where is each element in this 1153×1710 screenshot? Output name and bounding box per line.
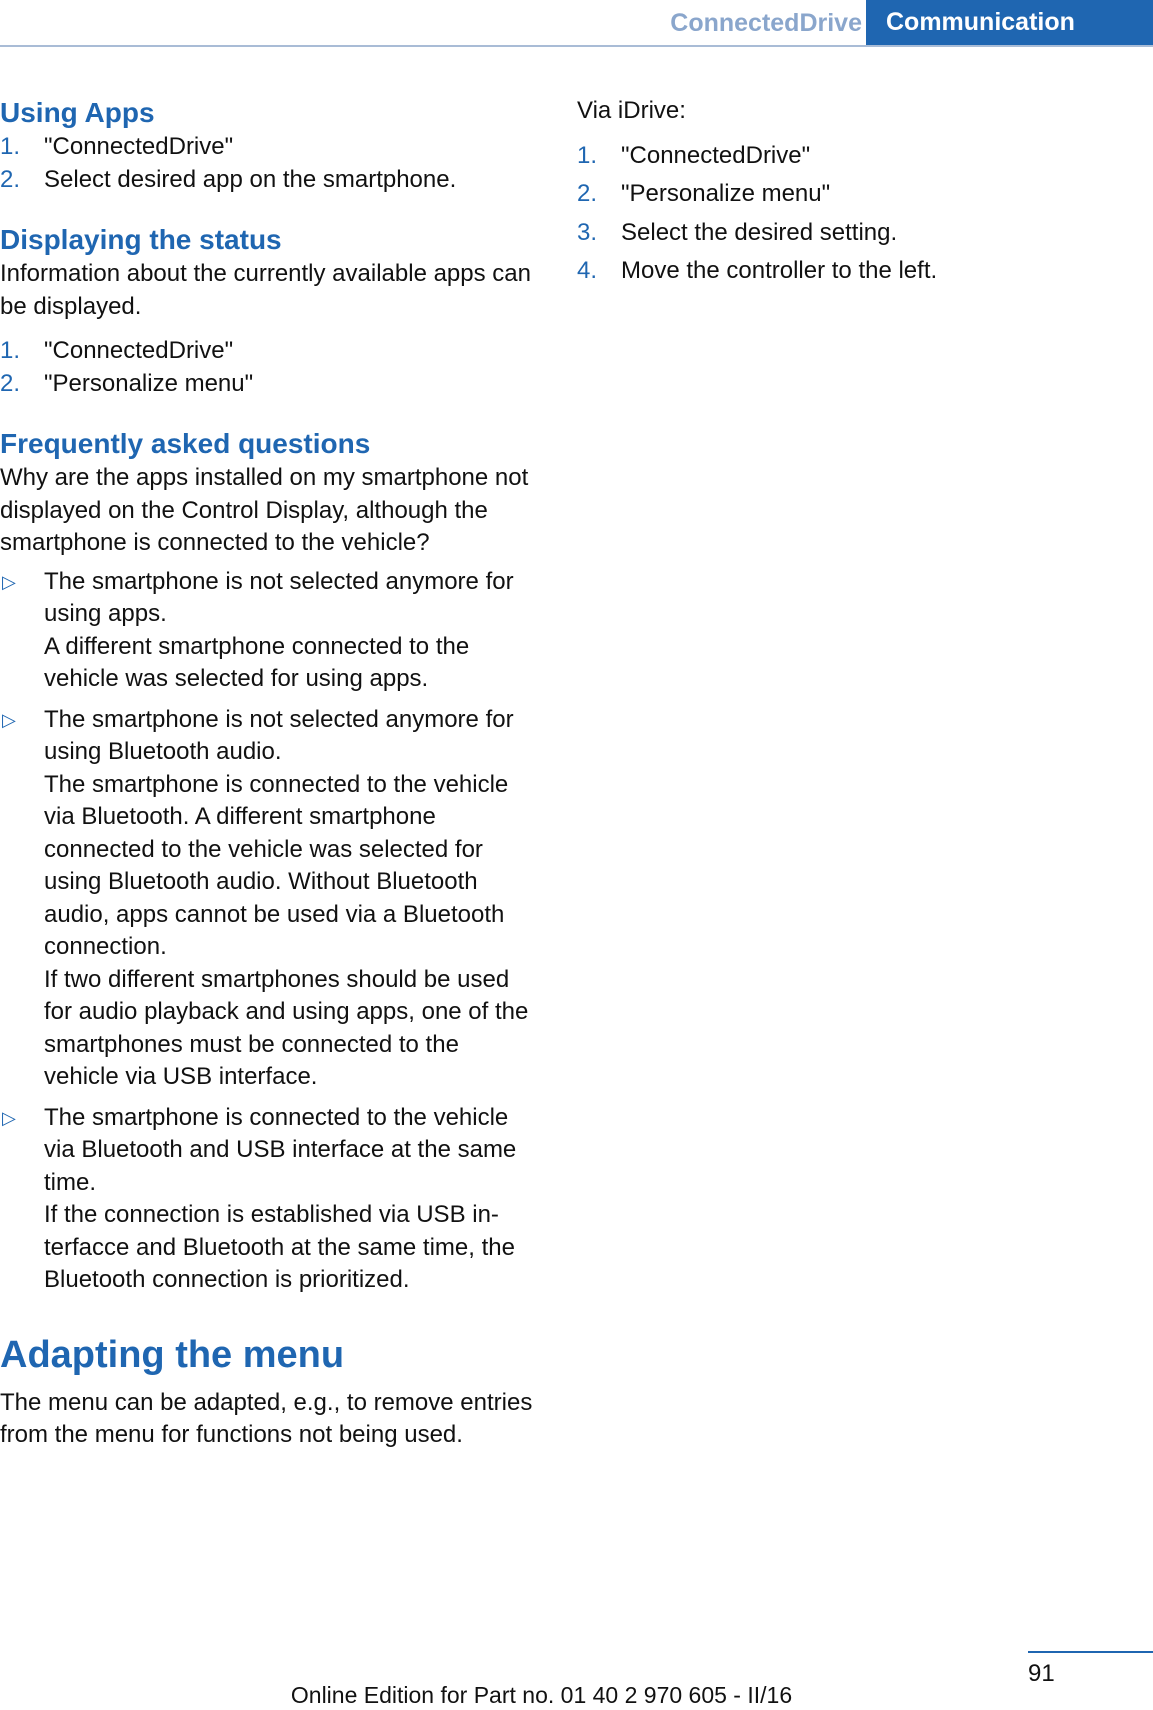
faq-question: Why are the apps installed on my smartphone not displayed on the Control Display, although the smartphone is connected to the vehicle? [0, 464, 529, 556]
adapting-description: The menu can be adapted, e.g., to remove entries from the menu for functions not being used. [0, 1388, 533, 1448]
step-number: 2. [577, 180, 598, 207]
triangle-bullet-icon: ▷ [2, 1107, 16, 1128]
step-text: Move the controller to the left. [621, 257, 938, 284]
step-text: "ConnectedDrive" [621, 141, 811, 169]
list-item [577, 140, 1112, 173]
heading-adapting-menu: Adapting the menu [0, 1333, 345, 1376]
footer-rule [1028, 1651, 1153, 1653]
list-item [0, 704, 535, 1094]
triangle-bullet-icon: ▷ [2, 709, 16, 730]
answer-text: The smartphone is connected to the vehicle via Bluetooth and USB interface at the same time. [44, 1103, 517, 1196]
list-item [0, 1102, 535, 1297]
page-number: 91 [1028, 1660, 1055, 1687]
list-item [577, 255, 1112, 288]
status-steps [0, 335, 535, 400]
heading-faq: Frequently asked questions [0, 428, 371, 459]
left-column [0, 95, 535, 1452]
answer-note: A different smartphone connected to the vehicle was selected for using apps. [44, 632, 470, 692]
step-number: 1. [0, 337, 21, 364]
list-item [0, 131, 535, 164]
answer-text: The smartphone is not selected anymore for using apps. [44, 567, 514, 627]
right-column [577, 95, 1112, 288]
answer-note: The smartphone is connected to the vehicle via Bluetooth. A different smartphone connected to the vehicle was selected for using Bluetooth audio. Without Bluetooth audio, apps cannot be used via a Bluetooth connection. [44, 770, 509, 960]
list-item [0, 566, 535, 696]
step-number: 3. [577, 218, 598, 246]
step-text: "Personalize menu" [621, 180, 831, 207]
edition-note: Online Edition for Part no. 01 40 2 970 605 - II/16 [290, 1682, 793, 1708]
list-item [577, 178, 1112, 211]
triangle-bullet-icon: ▷ [2, 571, 16, 592]
heading-using-apps: Using Apps [0, 97, 155, 128]
step-number: 1. [577, 141, 598, 169]
step-number: 2. [0, 369, 21, 397]
section-tab[interactable]: ConnectedDrive [670, 9, 862, 37]
step-number: 4. [577, 257, 598, 284]
list-item [0, 164, 535, 197]
step-text: Select the desired setting. [621, 218, 898, 246]
step-number: 1. [0, 133, 21, 160]
list-item [0, 335, 535, 368]
step-text: Select desired app on the smartphone. [44, 165, 457, 193]
list-item [577, 217, 1112, 250]
answer-note: If the connection is established via USB interfacce and Bluetooth at the same time, the Bluetooth connection is prioritized. [44, 1201, 515, 1293]
step-text: "ConnectedDrive" [44, 337, 234, 364]
step-text: "Personalize menu" [44, 369, 254, 397]
idrive-steps [577, 140, 1112, 288]
via-idrive-label: Via iDrive: [577, 97, 686, 124]
page-header [0, 0, 1153, 48]
step-number: 2. [0, 165, 21, 193]
header-rule [0, 45, 1153, 47]
chapter-tab[interactable]: Communication [866, 0, 1153, 46]
list-item [0, 368, 535, 401]
answer-note: If two different smartphones should be used for audio playback and using apps, one of the smartphones must be connected to the vehicle via USB interface. [44, 965, 529, 1090]
status-description: Information about the currently available apps can be displayed. [0, 260, 531, 320]
faq-answers [0, 566, 535, 1297]
using-apps-steps [0, 131, 535, 196]
heading-displaying-status: Displaying the status [0, 224, 282, 255]
step-text: "ConnectedDrive" [44, 133, 234, 160]
answer-text: The smartphone is not selected anymore for using Bluetooth audio. [44, 705, 514, 765]
